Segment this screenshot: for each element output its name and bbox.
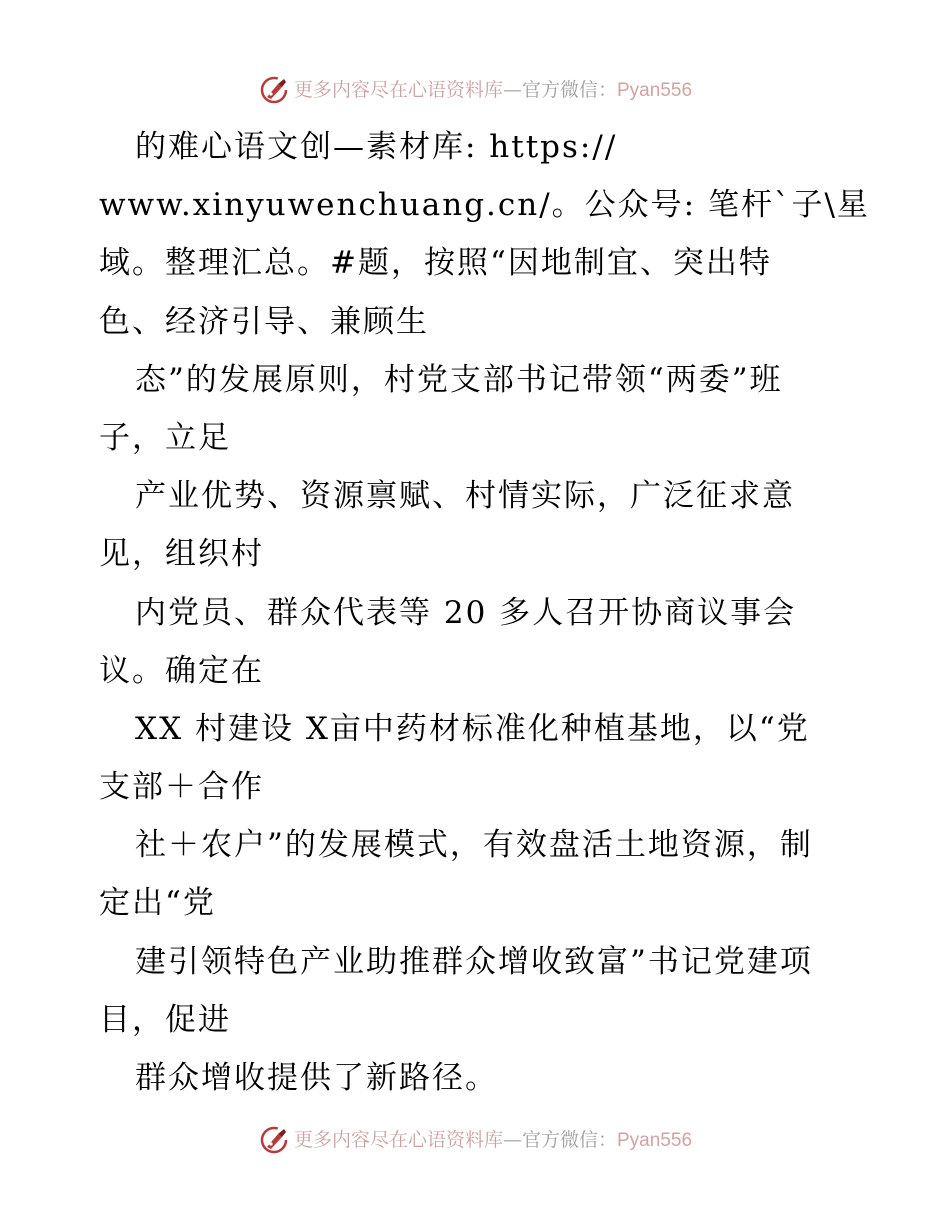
text-line: 群众增收提供了新路径。 bbox=[135, 1060, 498, 1096]
pen-nib-circle-icon bbox=[258, 1124, 290, 1156]
text-line: 产业优势、资源禀赋、村情实际，广泛征求意 bbox=[135, 478, 795, 515]
text-line: XX 村建设 X亩中药材标准化种植基地，以“党 bbox=[135, 710, 810, 747]
text-line: www.xinyuwenchuang.cn/。公众号: 笔杆`子\星 bbox=[99, 187, 870, 224]
text-line: 色、经济引导、兼顾生 bbox=[99, 303, 429, 340]
watermark-wechat-id: Pyan556 bbox=[617, 79, 693, 101]
watermark-official-label: 官方微信： bbox=[521, 1128, 617, 1151]
watermark-dash: — bbox=[502, 78, 522, 101]
watermark-brand-text: 更多内容尽在心语资料库 bbox=[293, 1128, 503, 1151]
document-body bbox=[99, 118, 870, 1107]
watermark-brand-text: 更多内容尽在心语资料库 bbox=[293, 78, 503, 101]
text-line: 态”的发展原则，村党支部书记带领“两委”班 bbox=[135, 361, 783, 398]
text-line: 域。整理汇总。#题，按照“因地制宜、突出特 bbox=[99, 245, 772, 282]
watermark-dash: — bbox=[502, 1128, 522, 1151]
text-line: 的难心语文创—素材库: https:// bbox=[135, 129, 618, 165]
watermark-official-label: 官方微信： bbox=[521, 78, 617, 101]
text-line: 子，立足 bbox=[99, 419, 231, 456]
text-line: 议。确定在 bbox=[99, 652, 264, 689]
text-line: 目，促进 bbox=[99, 1001, 231, 1038]
text-line: 社＋农户”的发展模式，有效盘活土地资源，制 bbox=[135, 827, 813, 864]
header-watermark bbox=[0, 70, 950, 110]
text-line: 建引领特色产业助推群众增收致富”书记党建项 bbox=[135, 943, 813, 980]
text-line: 内党员、群众代表等 20 多人召开协商议事会 bbox=[135, 594, 797, 631]
text-line: 支部＋合作 bbox=[99, 769, 264, 806]
text-line: 定出“党 bbox=[99, 885, 216, 922]
watermark-wechat-id: Pyan556 bbox=[617, 1129, 693, 1151]
text-line: 见，组织村 bbox=[99, 536, 264, 573]
footer-watermark bbox=[0, 1120, 950, 1160]
pen-nib-circle-icon bbox=[258, 74, 290, 106]
